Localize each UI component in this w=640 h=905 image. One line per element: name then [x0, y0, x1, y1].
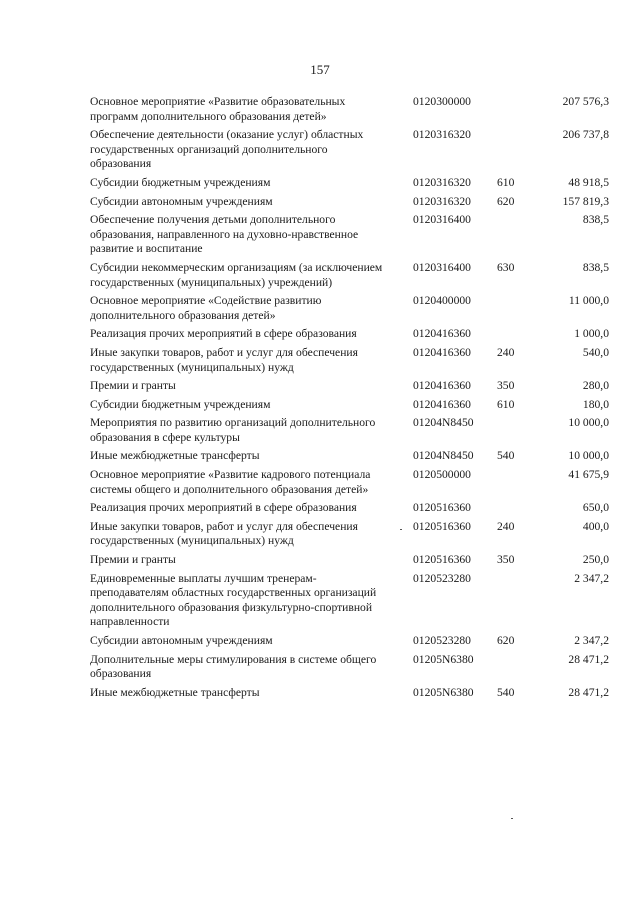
- row-code: 0120523280: [413, 634, 471, 647]
- row-type: 240: [497, 345, 515, 359]
- row-code: 0120516360: [413, 553, 471, 567]
- row-name: Основное мероприятие «Содействие развитию дополнительного образования детей»: [90, 294, 322, 322]
- row-amount: 838,5: [582, 213, 609, 227]
- row-code: 0120416360: [413, 345, 471, 359]
- row-amount: 180,0: [582, 397, 609, 411]
- row-type: 610: [497, 175, 515, 189]
- table-row: [90, 572, 620, 630]
- row-code: 0120316320: [413, 194, 471, 208]
- row-type: 350: [497, 553, 515, 567]
- row-amount: 206 737,8: [562, 128, 609, 142]
- table-row: [90, 468, 620, 497]
- row-name: Субсидии бюджетным учреждениям: [90, 397, 271, 411]
- row-amount: 650,0: [582, 501, 609, 515]
- table-row: [90, 261, 620, 290]
- row-name: Премии и гранты: [90, 379, 176, 393]
- row-amount: 28 471,2: [568, 685, 609, 699]
- table-row: [90, 553, 620, 568]
- table-row: [90, 449, 620, 464]
- row-amount: 540,0: [582, 345, 609, 359]
- row-type: 540: [497, 449, 515, 463]
- row-code: 01205N6380: [413, 652, 474, 666]
- row-type: 620: [497, 634, 515, 647]
- row-amount: 10 000,0: [568, 449, 609, 463]
- row-code: 01204N8450: [413, 449, 474, 463]
- row-amount: 10 000,0: [568, 416, 609, 430]
- row-code: 0120300000: [413, 95, 471, 108]
- row-code: 0120523280: [413, 571, 471, 585]
- row-name: Субсидии некоммерческим организациям (за исключением государственных (муниципальных) учреждений): [90, 260, 383, 289]
- row-name: Дополнительные меры стимулирования в системе общего образования: [90, 652, 377, 681]
- row-code: 0120416360: [413, 379, 471, 393]
- row-name: Единовременные выплаты лучшим тренерам-преподавателям областных государственных организаций дополнительного образования физкультурно-спортивной направленности: [90, 571, 377, 629]
- row-amount: 207 576,3: [562, 95, 609, 108]
- table-row: [90, 346, 620, 375]
- row-name: Субсидии бюджетным учреждениям: [90, 175, 271, 189]
- row-code: 0120316400: [413, 213, 471, 227]
- scan-speck: [511, 818, 513, 819]
- page-number: 157: [310, 62, 330, 77]
- table-row: [90, 95, 620, 124]
- table-row: [90, 128, 620, 172]
- row-name: Основное мероприятие «Развитие образовательных программ дополнительного образования детей»: [90, 95, 346, 123]
- row-amount: 838,5: [582, 260, 609, 274]
- row-amount: 280,0: [582, 379, 609, 393]
- row-name: Премии и гранты: [90, 553, 176, 567]
- row-amount: 41 675,9: [568, 468, 609, 482]
- row-name: Основное мероприятие «Развитие кадрового потенциала системы общего и дополнительного образования детей»: [90, 468, 371, 496]
- row-amount: 157 819,3: [562, 194, 609, 208]
- row-code: 0120516360: [413, 519, 471, 533]
- row-amount: 400,0: [582, 519, 609, 533]
- row-amount: 2 347,2: [574, 571, 609, 585]
- table-row: [90, 520, 620, 549]
- table-row: [90, 327, 620, 342]
- table-row: [90, 634, 620, 649]
- budget-table: [90, 95, 620, 704]
- row-code: 0120400000: [413, 294, 471, 308]
- row-name: Субсидии автономным учреждениям: [90, 194, 273, 208]
- row-amount: 48 918,5: [568, 175, 609, 189]
- row-code: 0120316320: [413, 128, 471, 142]
- row-name: Реализация прочих мероприятий в сфере образования: [90, 327, 357, 341]
- row-code: 0120416360: [413, 397, 471, 411]
- row-name: Обеспечение получения детьми дополнительного образования, направленного на духовно-нравственное развитие и воспитание: [90, 213, 359, 256]
- row-code: 01205N6380: [413, 685, 474, 699]
- table-row: [90, 653, 620, 682]
- row-name: Иные закупки товаров, работ и услуг для обеспечения государственных (муниципальных) нужд: [90, 519, 358, 548]
- table-row: [90, 195, 620, 210]
- row-type: 540: [497, 685, 515, 699]
- table-row: [90, 213, 620, 257]
- table-row: [90, 379, 620, 394]
- row-code: 0120416360: [413, 327, 471, 341]
- row-amount: 1 000,0: [574, 327, 609, 341]
- row-name: Субсидии автономным учреждениям: [90, 634, 273, 647]
- table-row: [90, 501, 620, 516]
- row-code: 0120316400: [413, 260, 471, 274]
- row-amount: 250,0: [582, 553, 609, 567]
- row-type: 620: [497, 194, 515, 208]
- row-name: Иные межбюджетные трансферты: [90, 449, 260, 463]
- row-amount: 11 000,0: [568, 294, 609, 308]
- row-code: 0120316320: [413, 175, 471, 189]
- row-type: 350: [497, 379, 515, 393]
- row-type: 610: [497, 397, 515, 411]
- row-code: 0120500000: [413, 468, 471, 482]
- row-code: 01204N8450: [413, 416, 474, 430]
- table-row: [90, 416, 620, 445]
- row-name: Иные закупки товаров, работ и услуг для обеспечения государственных (муниципальных) нужд: [90, 345, 358, 374]
- row-name: Обеспечение деятельности (оказание услуг) областных государственных организаций дополнительного образования: [90, 128, 364, 171]
- table-row: [90, 398, 620, 413]
- table-row: [90, 176, 620, 191]
- table-row: [90, 686, 620, 701]
- row-type: 240: [497, 519, 515, 533]
- row-amount: 2 347,2: [574, 634, 609, 647]
- row-code: 0120516360: [413, 501, 471, 515]
- row-name: Мероприятия по развитию организаций дополнительного образования в сфере культуры: [90, 416, 376, 444]
- row-name: Иные межбюджетные трансферты: [90, 685, 260, 699]
- row-name: Реализация прочих мероприятий в сфере образования: [90, 501, 357, 515]
- row-amount: 28 471,2: [568, 652, 609, 666]
- table-row: [90, 294, 620, 323]
- scan-speck: [400, 529, 402, 530]
- row-type: 630: [497, 260, 515, 274]
